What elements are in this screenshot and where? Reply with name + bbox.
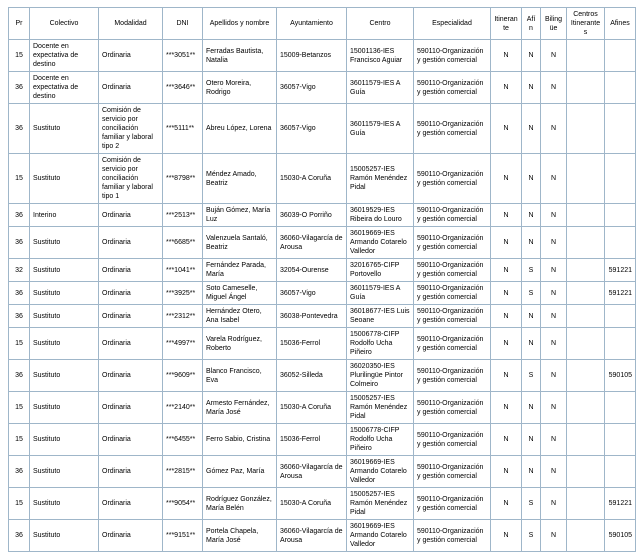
cell-centro: 36020350-IES Plurilingüe Pintor Colmeiro — [347, 360, 414, 392]
cell-colectivo: Sustituto — [30, 282, 99, 305]
cell-especialidad: 590110-Organización y gestión comercial — [414, 488, 491, 520]
cell-dni: ***3925** — [163, 282, 203, 305]
cell-dni: ***2140** — [163, 392, 203, 424]
cell-modalidad: Ordinaria — [99, 392, 163, 424]
cell-centros-itinerantes — [567, 259, 605, 282]
cell-especialidad: 590110-Organización y gestión comercial — [414, 282, 491, 305]
cell-colectivo: Sustituto — [30, 424, 99, 456]
table-row — [9, 204, 636, 227]
cell-itinerante: N — [491, 104, 522, 154]
cell-ayuntamiento: 15030-A Coruña — [277, 392, 347, 424]
cell-afin: S — [522, 488, 541, 520]
cell-centro: 36011579-IES A Guía — [347, 72, 414, 104]
cell-afin: N — [522, 424, 541, 456]
cell-ayuntamiento: 36052-Silleda — [277, 360, 347, 392]
cell-afin: N — [522, 456, 541, 488]
cell-apellidos-y-nombre: Portela Chapela, María José — [203, 520, 277, 552]
cell-apellidos-y-nombre: Buján Gómez, María Luz — [203, 204, 277, 227]
cell-afin: N — [522, 40, 541, 72]
cell-pr: 36 — [9, 360, 30, 392]
cell-colectivo: Sustituto — [30, 520, 99, 552]
cell-pr: 15 — [9, 392, 30, 424]
cell-apellidos-y-nombre: Hernández Otero, Ana Isabel — [203, 305, 277, 328]
column-header-ayuntamiento: Ayuntamiento — [277, 8, 347, 40]
cell-itinerante: N — [491, 154, 522, 204]
cell-bilingue: N — [541, 259, 567, 282]
cell-centros-itinerantes — [567, 154, 605, 204]
cell-afines — [605, 424, 636, 456]
cell-centros-itinerantes — [567, 104, 605, 154]
column-header-bilingue: Bilingüe — [541, 8, 567, 40]
cell-centros-itinerantes — [567, 424, 605, 456]
cell-pr: 15 — [9, 154, 30, 204]
cell-bilingue: N — [541, 282, 567, 305]
cell-centro: 36018677-IES Luis Seoane — [347, 305, 414, 328]
cell-afines: 591221 — [605, 259, 636, 282]
cell-afines — [605, 204, 636, 227]
cell-centros-itinerantes — [567, 456, 605, 488]
cell-centros-itinerantes — [567, 392, 605, 424]
cell-apellidos-y-nombre: Méndez Amado, Beatriz — [203, 154, 277, 204]
cell-centros-itinerantes — [567, 227, 605, 259]
cell-afines: 590105 — [605, 520, 636, 552]
cell-colectivo: Sustituto — [30, 328, 99, 360]
cell-afin: S — [522, 259, 541, 282]
cell-apellidos-y-nombre: Armesto Fernández, María José — [203, 392, 277, 424]
cell-centros-itinerantes — [567, 305, 605, 328]
cell-pr: 36 — [9, 305, 30, 328]
cell-modalidad: Ordinaria — [99, 40, 163, 72]
cell-modalidad: Ordinaria — [99, 305, 163, 328]
cell-modalidad: Ordinaria — [99, 520, 163, 552]
cell-ayuntamiento: 36038-Pontevedra — [277, 305, 347, 328]
cell-centros-itinerantes — [567, 520, 605, 552]
cell-afin: N — [522, 328, 541, 360]
cell-ayuntamiento: 36057-Vigo — [277, 72, 347, 104]
cell-colectivo: Docente en expectativa de destino — [30, 72, 99, 104]
cell-itinerante: N — [491, 227, 522, 259]
column-header-centros-itinerantes: Centros Itinerantes — [567, 8, 605, 40]
cell-itinerante: N — [491, 424, 522, 456]
cell-afines: 591221 — [605, 488, 636, 520]
table-row — [9, 328, 636, 360]
cell-dni: ***2513** — [163, 204, 203, 227]
cell-dni: ***8798** — [163, 154, 203, 204]
column-header-itinerante: Itinerante — [491, 8, 522, 40]
table-header-row — [9, 8, 636, 40]
cell-modalidad: Ordinaria — [99, 328, 163, 360]
cell-centros-itinerantes — [567, 488, 605, 520]
cell-ayuntamiento: 15036-Ferrol — [277, 328, 347, 360]
cell-itinerante: N — [491, 360, 522, 392]
table-row — [9, 259, 636, 282]
table-row — [9, 305, 636, 328]
cell-afines — [605, 40, 636, 72]
table-row — [9, 40, 636, 72]
cell-bilingue: N — [541, 392, 567, 424]
cell-centro: 15006778-CIFP Rodolfo Ucha Piñeiro — [347, 424, 414, 456]
cell-pr: 36 — [9, 72, 30, 104]
column-header-apellidos-y-nombre: Apellidos y nombre — [203, 8, 277, 40]
cell-pr: 36 — [9, 204, 30, 227]
table-row — [9, 282, 636, 305]
cell-apellidos-y-nombre: Valenzuela Santaló, Beatriz — [203, 227, 277, 259]
cell-colectivo: Sustituto — [30, 360, 99, 392]
cell-especialidad: 590110-Organización y gestión comercial — [414, 72, 491, 104]
cell-dni: ***6455** — [163, 424, 203, 456]
cell-ayuntamiento: 36060-Vilagarcía de Arousa — [277, 520, 347, 552]
cell-especialidad: 590110-Organización y gestión comercial — [414, 154, 491, 204]
cell-ayuntamiento: 36060-Vilagarcía de Arousa — [277, 456, 347, 488]
cell-centro: 36019669-IES Armando Cotarelo Valledor — [347, 227, 414, 259]
cell-modalidad: Ordinaria — [99, 227, 163, 259]
cell-itinerante: N — [491, 392, 522, 424]
cell-afines — [605, 104, 636, 154]
cell-especialidad: 590110-Organización y gestión comercial — [414, 456, 491, 488]
cell-modalidad: Comisión de servicio por conciliación familiar y laboral tipo 1 — [99, 154, 163, 204]
cell-afin: N — [522, 305, 541, 328]
cell-itinerante: N — [491, 204, 522, 227]
cell-afin: N — [522, 104, 541, 154]
assignments-table — [8, 7, 636, 552]
cell-modalidad: Ordinaria — [99, 204, 163, 227]
cell-ayuntamiento: 36060-Vilagarcía de Arousa — [277, 227, 347, 259]
cell-especialidad: 590110-Organización y gestión comercial — [414, 227, 491, 259]
cell-afines — [605, 305, 636, 328]
cell-itinerante: N — [491, 328, 522, 360]
cell-centro: 36019669-IES Armando Cotarelo Valledor — [347, 456, 414, 488]
cell-especialidad: 590110-Organización y gestión comercial — [414, 424, 491, 456]
cell-afin: S — [522, 360, 541, 392]
cell-modalidad: Comisión de servicio por conciliación familiar y laboral tipo 2 — [99, 104, 163, 154]
cell-dni: ***9609** — [163, 360, 203, 392]
cell-pr: 15 — [9, 40, 30, 72]
cell-bilingue: N — [541, 488, 567, 520]
cell-especialidad: 590110-Organización y gestión comercial — [414, 104, 491, 154]
cell-colectivo: Sustituto — [30, 305, 99, 328]
column-header-centro: Centro — [347, 8, 414, 40]
cell-ayuntamiento: 15030-A Coruña — [277, 488, 347, 520]
cell-pr: 32 — [9, 259, 30, 282]
cell-pr: 15 — [9, 424, 30, 456]
cell-especialidad: 590110-Organización y gestión comercial — [414, 520, 491, 552]
cell-dni: ***4997** — [163, 328, 203, 360]
cell-especialidad: 590110-Organización y gestión comercial — [414, 40, 491, 72]
column-header-afines: Afines — [605, 8, 636, 40]
cell-centros-itinerantes — [567, 40, 605, 72]
cell-modalidad: Ordinaria — [99, 360, 163, 392]
cell-bilingue: N — [541, 154, 567, 204]
cell-modalidad: Ordinaria — [99, 424, 163, 456]
cell-especialidad: 590110-Organización y gestión comercial — [414, 328, 491, 360]
cell-ayuntamiento: 36039-O Porriño — [277, 204, 347, 227]
cell-dni: ***5111** — [163, 104, 203, 154]
cell-afin: N — [522, 392, 541, 424]
table-row — [9, 227, 636, 259]
cell-afines — [605, 392, 636, 424]
cell-itinerante: N — [491, 456, 522, 488]
cell-pr: 15 — [9, 328, 30, 360]
cell-dni: ***2312** — [163, 305, 203, 328]
cell-centro: 15005257-IES Ramón Menéndez Pidal — [347, 488, 414, 520]
cell-apellidos-y-nombre: Fernández Parada, María — [203, 259, 277, 282]
cell-colectivo: Interino — [30, 204, 99, 227]
cell-bilingue: N — [541, 104, 567, 154]
cell-centro: 15006778-CIFP Rodolfo Ucha Piñeiro — [347, 328, 414, 360]
cell-afin: N — [522, 72, 541, 104]
cell-bilingue: N — [541, 360, 567, 392]
cell-pr: 36 — [9, 520, 30, 552]
cell-itinerante: N — [491, 259, 522, 282]
cell-bilingue: N — [541, 328, 567, 360]
cell-bilingue: N — [541, 40, 567, 72]
cell-especialidad: 590110-Organización y gestión comercial — [414, 360, 491, 392]
cell-centro: 36011579-IES A Guía — [347, 282, 414, 305]
cell-itinerante: N — [491, 282, 522, 305]
cell-colectivo: Sustituto — [30, 456, 99, 488]
cell-colectivo: Sustituto — [30, 259, 99, 282]
cell-apellidos-y-nombre: Otero Moreira, Rodrigo — [203, 72, 277, 104]
cell-bilingue: N — [541, 72, 567, 104]
cell-afines — [605, 227, 636, 259]
cell-dni: ***9151** — [163, 520, 203, 552]
cell-ayuntamiento: 36057-Vigo — [277, 104, 347, 154]
table-row — [9, 392, 636, 424]
cell-bilingue: N — [541, 424, 567, 456]
cell-afines — [605, 456, 636, 488]
cell-bilingue: N — [541, 227, 567, 259]
cell-apellidos-y-nombre: Gómez Paz, María — [203, 456, 277, 488]
cell-centro: 36019529-IES Ribeira do Louro — [347, 204, 414, 227]
cell-apellidos-y-nombre: Ferro Sabio, Cristina — [203, 424, 277, 456]
table-row — [9, 520, 636, 552]
cell-apellidos-y-nombre: Abreu López, Lorena — [203, 104, 277, 154]
cell-centro: 32016765-CIFP Portovello — [347, 259, 414, 282]
table-row — [9, 154, 636, 204]
cell-centro: 36019669-IES Armando Cotarelo Valledor — [347, 520, 414, 552]
cell-dni: ***3646** — [163, 72, 203, 104]
cell-itinerante: N — [491, 40, 522, 72]
cell-itinerante: N — [491, 305, 522, 328]
cell-colectivo: Sustituto — [30, 392, 99, 424]
cell-especialidad: 590110-Organización y gestión comercial — [414, 305, 491, 328]
table-row — [9, 424, 636, 456]
cell-colectivo: Docente en expectativa de destino — [30, 40, 99, 72]
cell-colectivo: Sustituto — [30, 154, 99, 204]
cell-centros-itinerantes — [567, 72, 605, 104]
cell-colectivo: Sustituto — [30, 488, 99, 520]
column-header-dni: DNI — [163, 8, 203, 40]
cell-itinerante: N — [491, 488, 522, 520]
cell-pr: 36 — [9, 282, 30, 305]
cell-ayuntamiento: 15009-Betanzos — [277, 40, 347, 72]
cell-dni: ***6685** — [163, 227, 203, 259]
cell-bilingue: N — [541, 305, 567, 328]
cell-centro: 15001136-IES Francisco Aguiar — [347, 40, 414, 72]
cell-especialidad: 590110-Organización y gestión comercial — [414, 204, 491, 227]
column-header-especialidad: Especialidad — [414, 8, 491, 40]
cell-itinerante: N — [491, 72, 522, 104]
cell-pr: 36 — [9, 104, 30, 154]
cell-afines: 591221 — [605, 282, 636, 305]
cell-afines — [605, 328, 636, 360]
cell-dni: ***3051** — [163, 40, 203, 72]
table-row — [9, 360, 636, 392]
cell-centro: 36011579-IES A Guía — [347, 104, 414, 154]
cell-pr: 36 — [9, 227, 30, 259]
cell-afines: 590105 — [605, 360, 636, 392]
column-header-pr: Pr — [9, 8, 30, 40]
cell-centros-itinerantes — [567, 360, 605, 392]
cell-modalidad: Ordinaria — [99, 488, 163, 520]
table-body — [9, 40, 636, 552]
cell-centros-itinerantes — [567, 328, 605, 360]
column-header-modalidad: Modalidad — [99, 8, 163, 40]
column-header-colectivo: Colectivo — [30, 8, 99, 40]
cell-modalidad: Ordinaria — [99, 282, 163, 305]
column-header-afin: Afín — [522, 8, 541, 40]
cell-ayuntamiento: 32054-Ourense — [277, 259, 347, 282]
cell-bilingue: N — [541, 456, 567, 488]
cell-itinerante: N — [491, 520, 522, 552]
cell-colectivo: Sustituto — [30, 104, 99, 154]
cell-afin: S — [522, 520, 541, 552]
cell-modalidad: Ordinaria — [99, 259, 163, 282]
cell-ayuntamiento: 15036-Ferrol — [277, 424, 347, 456]
cell-afines — [605, 72, 636, 104]
cell-dni: ***9054** — [163, 488, 203, 520]
cell-ayuntamiento: 15030-A Coruña — [277, 154, 347, 204]
cell-pr: 15 — [9, 488, 30, 520]
cell-afin: N — [522, 227, 541, 259]
cell-afin: N — [522, 204, 541, 227]
cell-pr: 36 — [9, 456, 30, 488]
cell-especialidad: 590110-Organización y gestión comercial — [414, 392, 491, 424]
cell-bilingue: N — [541, 204, 567, 227]
cell-apellidos-y-nombre: Varela Rodríguez, Roberto — [203, 328, 277, 360]
cell-afines — [605, 154, 636, 204]
cell-dni: ***1041** — [163, 259, 203, 282]
cell-apellidos-y-nombre: Soto Cameselle, Miguel Ángel — [203, 282, 277, 305]
cell-centros-itinerantes — [567, 282, 605, 305]
table-row — [9, 104, 636, 154]
cell-centro: 15005257-IES Ramón Menéndez Pidal — [347, 154, 414, 204]
cell-especialidad: 590110-Organización y gestión comercial — [414, 259, 491, 282]
cell-dni: ***2815** — [163, 456, 203, 488]
cell-colectivo: Sustituto — [30, 227, 99, 259]
cell-apellidos-y-nombre: Blanco Francisco, Eva — [203, 360, 277, 392]
cell-apellidos-y-nombre: Ferradas Bautista, Natalia — [203, 40, 277, 72]
cell-afin: N — [522, 154, 541, 204]
cell-modalidad: Ordinaria — [99, 456, 163, 488]
cell-afin: S — [522, 282, 541, 305]
table-row — [9, 72, 636, 104]
cell-centro: 15005257-IES Ramón Menéndez Pidal — [347, 392, 414, 424]
cell-bilingue: N — [541, 520, 567, 552]
table-row — [9, 456, 636, 488]
cell-ayuntamiento: 36057-Vigo — [277, 282, 347, 305]
cell-centros-itinerantes — [567, 204, 605, 227]
cell-apellidos-y-nombre: Rodríguez González, María Belén — [203, 488, 277, 520]
cell-modalidad: Ordinaria — [99, 72, 163, 104]
table-row — [9, 488, 636, 520]
